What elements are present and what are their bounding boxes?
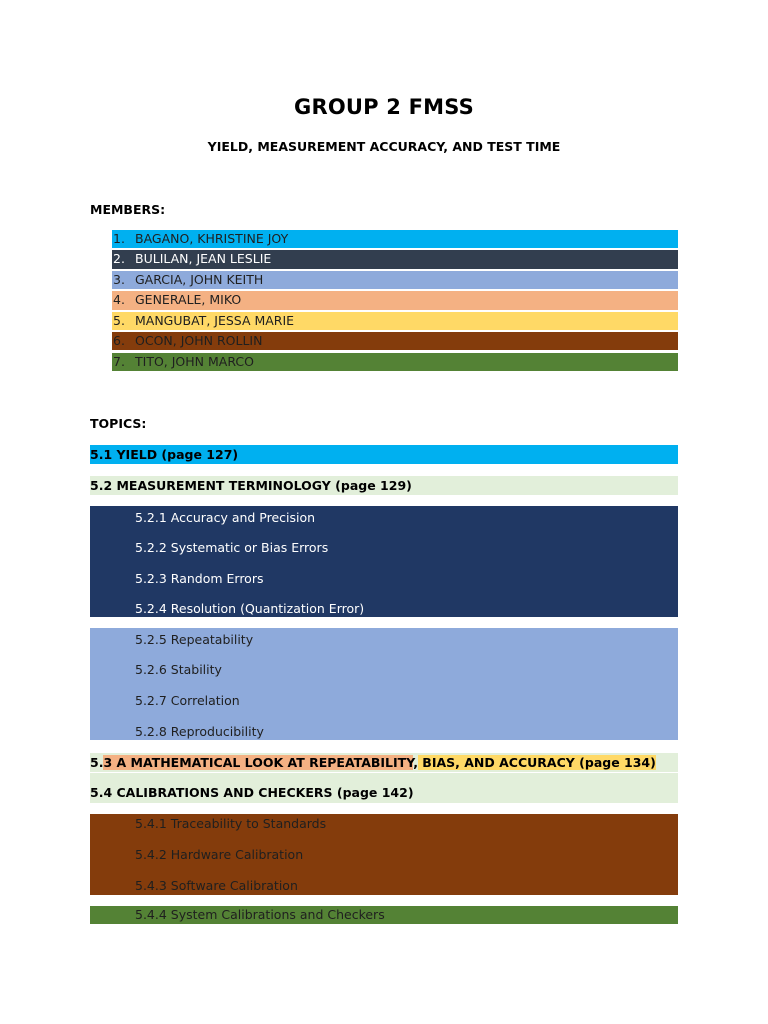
subtopic-item: 5.2.8 Reproducibility: [135, 724, 264, 739]
member-number: 1.: [113, 231, 125, 246]
member-item: [112, 291, 678, 309]
subtopic-item: 5.2.4 Resolution (Quantization Error): [135, 601, 365, 616]
subtopic-item: 5.4.3 Software Calibration: [135, 878, 298, 893]
subtopic-item: 5.4.1 Traceability to Standards: [135, 816, 327, 831]
subtopic-block-terminology-b: [90, 628, 678, 740]
member-name: BULILAN, JEAN LESLIE: [135, 251, 272, 267]
subtopic-item: 5.4.4 System Calibrations and Checkers: [135, 907, 385, 922]
subtopic-block-system: [90, 906, 678, 924]
subtopic-item: 5.2.6 Stability: [135, 662, 222, 677]
subtopic-block-calibrations: [90, 814, 678, 895]
member-number: 3.: [113, 271, 125, 287]
topic-terminology-text: 5.2 MEASUREMENT TERMINOLOGY (page 129): [90, 478, 412, 493]
members-label: MEMBERS:: [90, 202, 166, 217]
topic-yield-text: 5.1 YIELD (page 127): [90, 447, 239, 462]
member-name: OCON, JOHN ROLLIN: [135, 333, 263, 349]
page-subtitle: YIELD, MEASUREMENT ACCURACY, AND TEST TIME: [207, 139, 561, 154]
member-name: BAGANO, KHRISTINE JOY: [135, 231, 289, 246]
subtopic-item: 5.2.3 Random Errors: [135, 571, 264, 586]
member-number: 5.: [113, 312, 125, 328]
topic-mathematical-look: [90, 753, 678, 772]
topic-calibrations: [90, 773, 678, 803]
topic-math-highlight-peach: 3 A MATHEMATICAL LOOK AT REPEATABILITY: [103, 755, 414, 770]
member-number: 2.: [113, 251, 125, 267]
topics-label: TOPICS:: [90, 416, 147, 431]
member-item: [112, 250, 678, 268]
subtopic-item: 5.2.7 Correlation: [135, 693, 240, 708]
subtopic-item: 5.2.2 Systematic or Bias Errors: [135, 540, 329, 555]
member-name: GARCIA, JOHN KEITH: [135, 271, 264, 287]
member-number: 6.: [113, 333, 125, 349]
page-title: GROUP 2 FMSS: [294, 95, 474, 119]
topic-math-comma: ,: [413, 755, 418, 770]
topic-math-prefix: 5.: [90, 755, 104, 770]
subtopic-block-terminology-a: [90, 506, 678, 617]
topic-calibrations-text: 5.4 CALIBRATIONS AND CHECKERS (page 142): [90, 785, 414, 800]
member-item: [112, 312, 678, 330]
member-item: [112, 230, 678, 248]
member-item: [112, 271, 678, 289]
member-number: 4.: [113, 292, 125, 308]
subtopic-item: 5.4.2 Hardware Calibration: [135, 847, 304, 862]
subtopic-item: 5.2.5 Repeatability: [135, 632, 254, 647]
member-name: MANGUBAT, JESSA MARIE: [135, 312, 295, 328]
member-item: [112, 332, 678, 350]
members-list: [112, 230, 678, 373]
subtopic-item: 5.2.1 Accuracy and Precision: [135, 510, 316, 525]
member-name: TITO, JOHN MARCO: [135, 353, 254, 369]
topic-measurement-terminology: [90, 476, 678, 495]
member-number: 7.: [113, 353, 125, 369]
topic-yield: [90, 445, 678, 464]
member-item: [112, 353, 678, 371]
topic-math-highlight-yellow: BIAS, AND ACCURACY (page 134): [417, 755, 656, 770]
member-name: GENERALE, MIKO: [135, 292, 242, 308]
